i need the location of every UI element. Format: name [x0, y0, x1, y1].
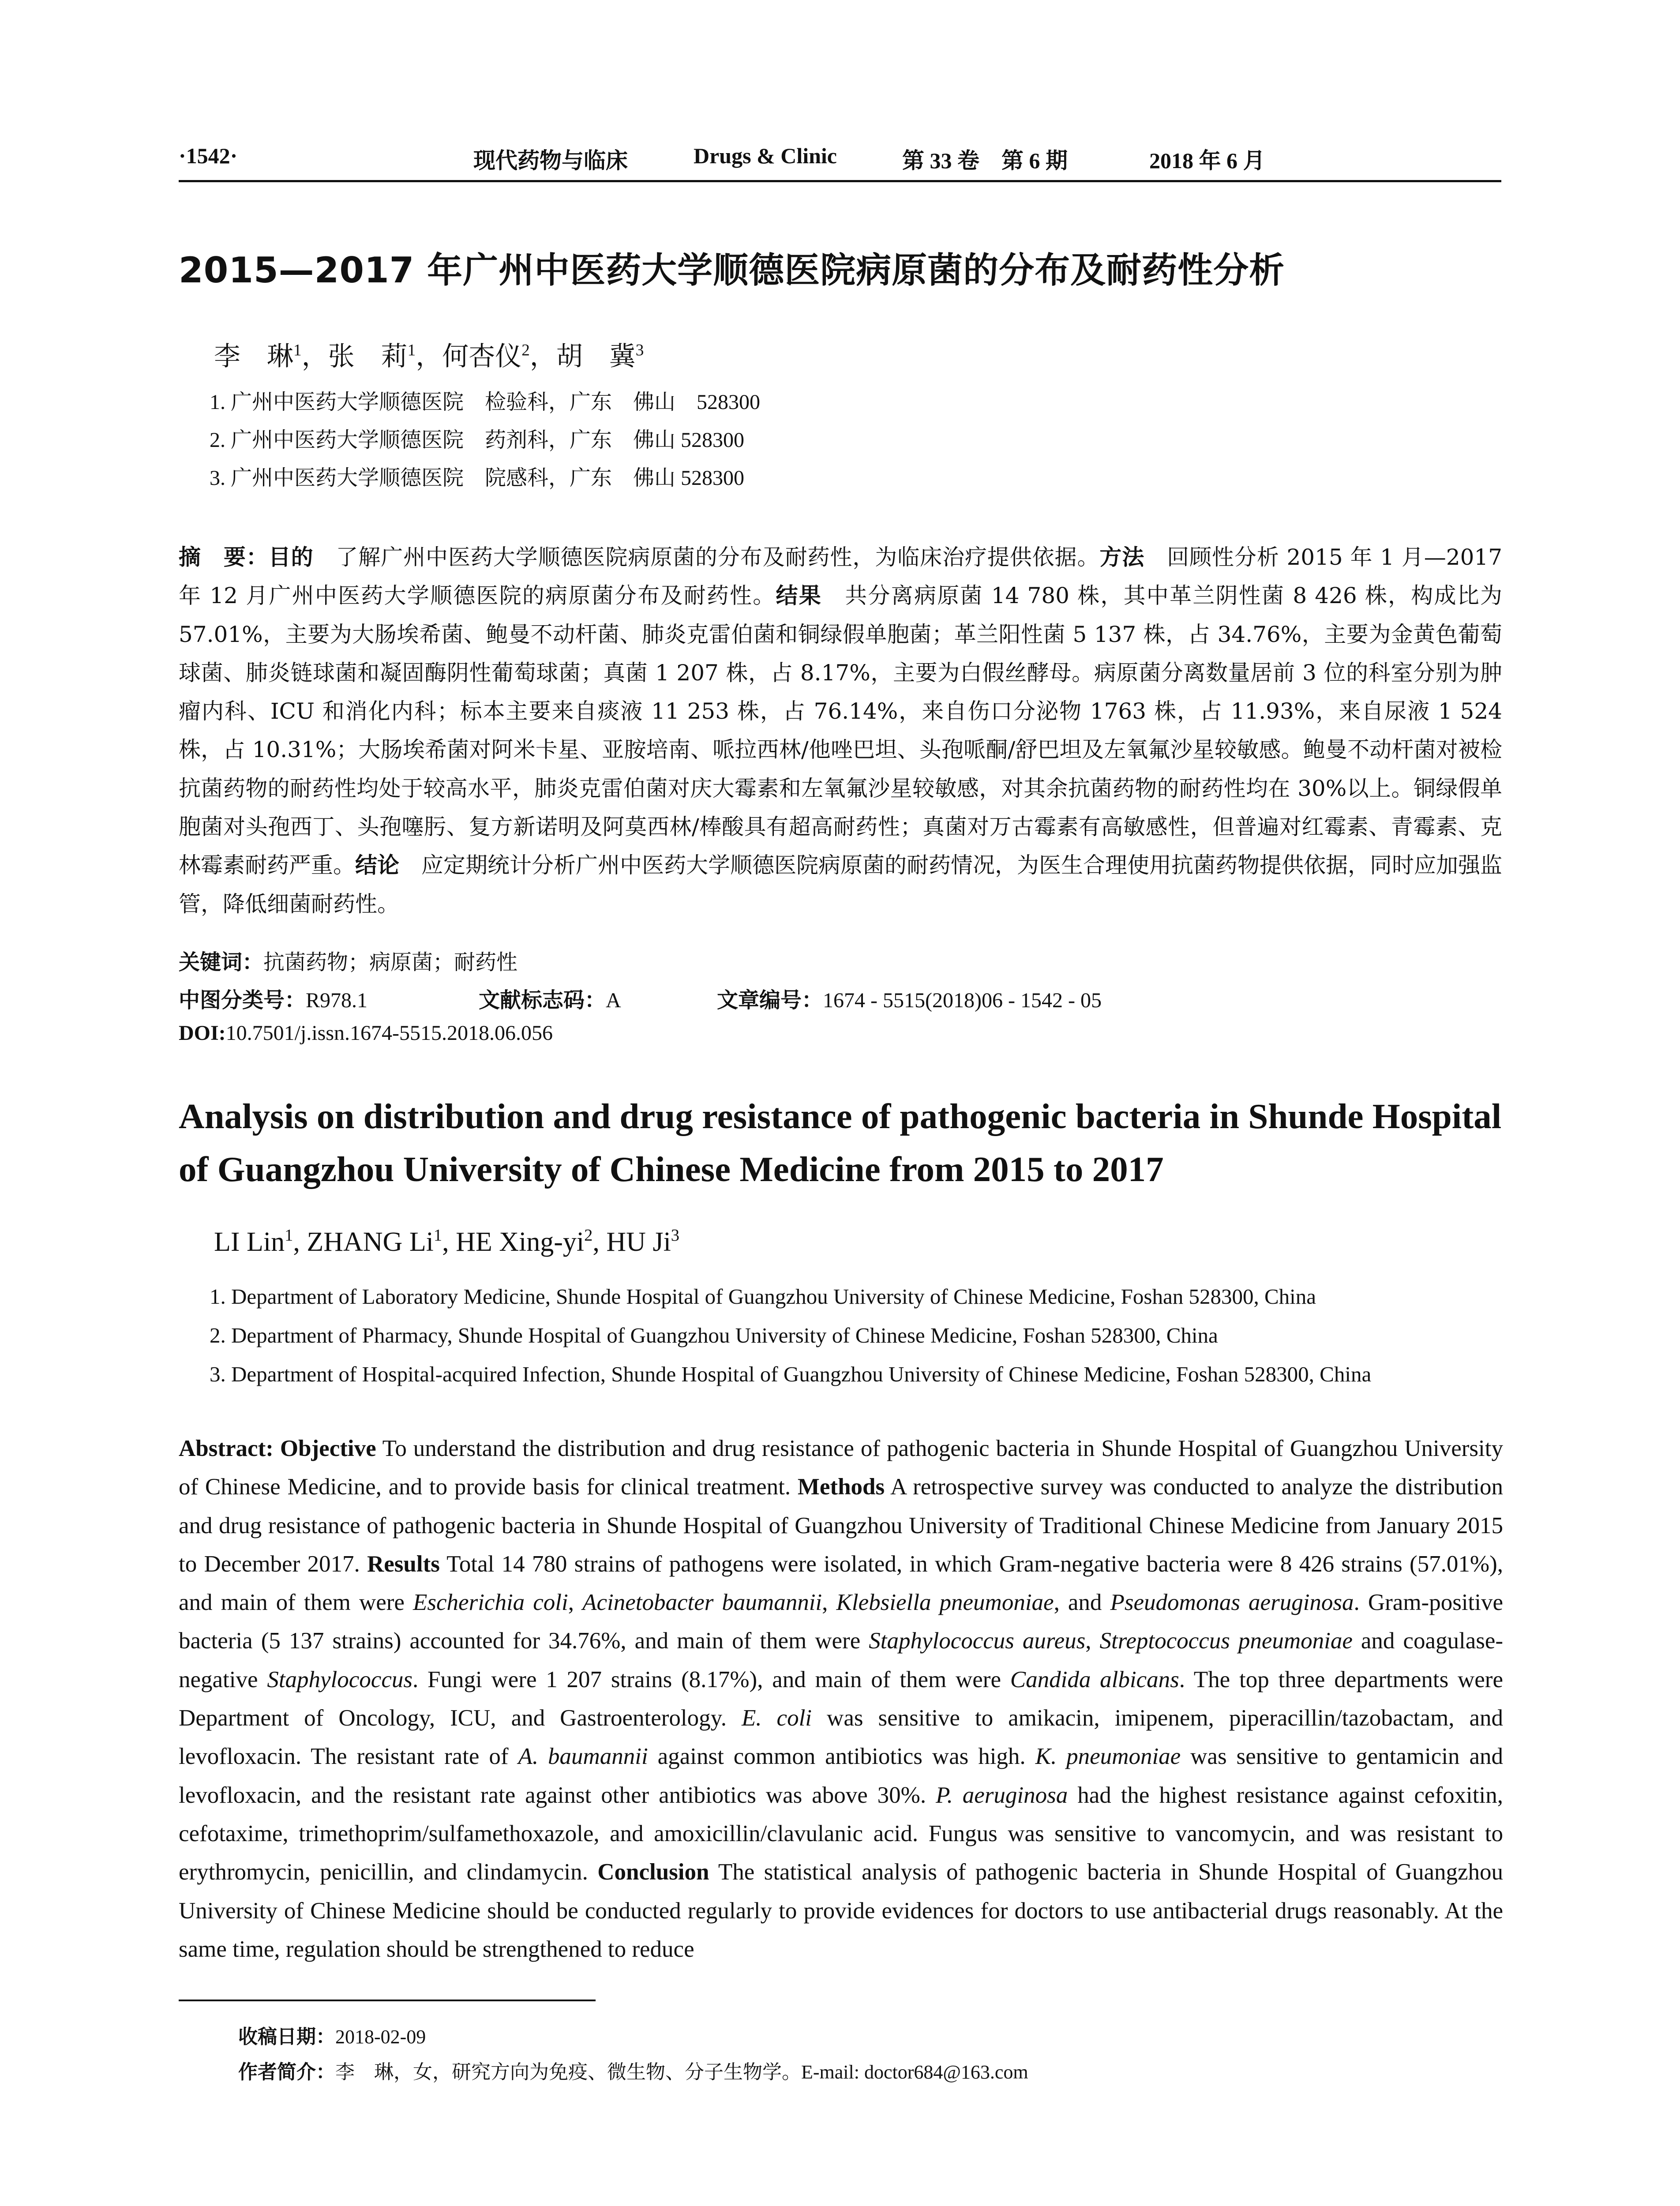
objective-text: To understand the distribution and drug resistance of pathogenic bacteria in Shunde Hospital of Guangzhou University of Chinese Medicine, and to provide basis for clinical treatment. — [179, 1436, 1503, 1500]
results-text: Total 14 780 strains of pathogens were isolated, in which Gram-negative bacteria were 8 426 strains (57.01%), and main of them were — [179, 1551, 1503, 1616]
text-run: had the highest resistance against cefoxitin, cefotaxime, trimethoprim/sulfamethoxazole, and amoxicillin/clavulanic acid. Fungus was sensitive to vancomycin, and was resistant to erythromycin, penicillin, and clindamycin. — [179, 1782, 1503, 1885]
author-name: 李 琳 — [214, 342, 293, 371]
text-run: was sensitive to amikacin, imipenem, piperacillin/tazobactam, and levofloxacin. The resistant rate of — [179, 1705, 1503, 1770]
species-name: Escherichia coli — [413, 1590, 568, 1616]
author-sup: 1 — [407, 341, 416, 360]
affiliation-cn-3: 3. 广州中医药大学顺德医院 院感科，广东 佛山 528300 — [210, 466, 745, 490]
text-run: . Gram-positive bacteria (5 137 strains) accounted for 34.76%, and main of them were — [179, 1590, 1504, 1654]
clc-code: R978.1 — [306, 989, 368, 1012]
volume-issue: 第 33 卷 第 6 期 — [902, 148, 1068, 173]
abstract-label: 摘 要： — [179, 544, 269, 570]
conclusion-label: Conclusion — [597, 1859, 709, 1885]
species-name: P. aeruginosa — [936, 1782, 1068, 1808]
keywords: 抗菌药物；病原菌；耐药性 — [263, 951, 518, 974]
conclusion-text: 应定期统计分析广州中医药大学顺德医院病原菌的耐药情况，为医生合理使用抗菌药物提供依据，同时应加强监管，降低细菌耐药性。 — [179, 852, 1502, 917]
author-bio: 李 琳，女，研究方向为免疫、微生物、分子生物学。E-mail: doctor684@163.com — [335, 2061, 1028, 2083]
species-name: Staphylococcus aureus — [869, 1628, 1086, 1654]
results-label: 结果 — [776, 583, 822, 609]
text-run: . Fungi were 1 207 strains (8.17%), and main of them were — [412, 1666, 1010, 1692]
abstract-en — [179, 1429, 1503, 1969]
affiliation-cn-2: 2. 广州中医药大学顺德医院 药剂科，广东 佛山 528300 — [210, 428, 745, 452]
abstract-cn — [179, 538, 1502, 923]
species-name: Klebsiella pneumoniae — [836, 1590, 1054, 1616]
title-cn: 2015—2017 年广州中医药大学顺德医院病原菌的分布及耐药性分析 — [179, 250, 1285, 291]
affiliation-en-2: 2. Department of Pharmacy, Shunde Hospital of Guangzhou University of Chinese Medicine, Foshan 528300, China — [210, 1323, 1218, 1347]
text-run: was sensitive to gentamicin and levofloxacin, and the resistant rate against other antibiotics was above 30%. — [179, 1744, 1503, 1808]
running-head — [179, 140, 1501, 182]
text-run: , — [568, 1590, 583, 1616]
affiliation-en-1: 1. Department of Laboratory Medicine, Shunde Hospital of Guangzhou University of Chinese Medicine, Foshan 528300, China — [210, 1284, 1316, 1309]
species-name: Staphylococcus — [267, 1666, 412, 1692]
author-sup: 3 — [635, 341, 644, 360]
article-no-label: 文章编号： — [717, 988, 823, 1013]
author-sup: 2 — [584, 1226, 593, 1245]
doi: 10.7501/j.issn.1674-5515.2018.06.056 — [225, 1021, 553, 1045]
author-name: 张 莉 — [328, 342, 408, 371]
text-run: and coagulase-negative — [179, 1628, 1504, 1692]
methods-text: 回顾性分析 2015 年 1 月—2017 年 12 月广州中医药大学顺德医院的病原菌分布及耐药性。 — [179, 544, 1503, 609]
author-name: ZHANG Li — [307, 1227, 434, 1257]
results-text: 共分离病原菌 14 780 株，其中革兰阴性菌 8 426 株，构成比为 57.01%，主要为大肠埃希菌、鲍曼不动杆菌、肺炎克雷伯菌和铜绿假单胞菌；革兰阳性菌 5 137 株，占 34.76%，主要为金黄色葡萄球菌、肺炎链球菌和凝固酶阴性葡萄球菌；真菌 1 207 株，占 8.17%，主要为白假丝酵母。病原菌分离数量居前 3 位的科室分别为肿瘤内科、ICU 和消化内科；标本主要来自痰液 11 253 株，占 76.14%，来自伤口分泌物 1763 株，占 11.93%，来自尿液 1 524 株，占 10.31%；大肠埃希菌对阿米卡星、亚胺培南、哌拉西林/他唑巴坦、头孢哌酮/舒巴坦及左氧氟沙星较敏感。鲍曼不动杆菌对被检抗菌药物的耐药性均处于较高水平，肺炎克雷伯菌对庆大霉素和左氧氟沙星较敏感，对其余抗菌药物的耐药性均在 30%以上。铜绿假单胞菌对头孢西丁、头孢噻肟、复方新诺明及阿莫西林/棒酸具有超高耐药性；真菌对万古霉素有高敏感性，但普遍对红霉素、青霉素、克林霉素耐药严重。 — [179, 583, 1503, 878]
doi-line — [179, 1021, 553, 1045]
affiliation-cn-1: 1. 广州中医药大学顺德医院 检验科，广东 佛山 528300 — [210, 390, 761, 414]
species-name: Pseudomonas aeruginosa — [1110, 1590, 1354, 1616]
objective-text: 了解广州中医药大学顺德医院病原菌的分布及耐药性，为临床治疗提供依据。 — [313, 544, 1100, 570]
article-number: 1674 - 5515(2018)06 - 1542 - 05 — [823, 989, 1102, 1012]
author-name: LI Lin — [214, 1227, 285, 1257]
title-en: Analysis on distribution and drug resistance of pathogenic bacteria in Shunde Hospital of Guangzhou University of Chinese Medicine from 2015 to 2017 — [179, 1096, 1502, 1189]
authors-cn: 李 琳$^1$，张 莉$^1$，何杏仪$^2$，胡 冀$^3$ — [214, 341, 644, 371]
species-name: Acinetobacter baumannii — [582, 1590, 822, 1616]
page-number: ·1542· — [179, 143, 238, 168]
keywords-label: 关键词： — [179, 950, 264, 975]
bio-label: 作者简介： — [238, 2061, 335, 2083]
received-label: 收稿日期： — [238, 2026, 335, 2048]
doi-label: DOI: — [179, 1021, 226, 1045]
received-date: 2018-02-09 — [335, 2026, 426, 2048]
text-run: , — [1085, 1628, 1100, 1654]
clc-label: 中图分类号： — [179, 988, 306, 1013]
received-date-note — [238, 2021, 426, 2049]
author-name: HU Ji — [606, 1227, 671, 1257]
species-name: K. pneumoniae — [1035, 1744, 1181, 1770]
species-name: Candida albicans — [1010, 1666, 1179, 1692]
doc-code-label: 文献标志码： — [479, 988, 606, 1013]
species-name: Streptococcus pneumoniae — [1099, 1628, 1353, 1654]
author-name: 何杏仪 — [442, 342, 522, 371]
objective-label: 目的 — [268, 544, 314, 570]
author-name: HE Xing-yi — [456, 1227, 585, 1257]
methods-label: Methods — [797, 1474, 885, 1500]
journal-name-cn: 现代药物与临床 — [473, 148, 628, 173]
issue-date: 2018 年 6 月 — [1149, 148, 1265, 173]
doc-code: A — [606, 989, 621, 1012]
species-name: A. baumannii — [518, 1744, 648, 1770]
author-sup: 1 — [433, 1226, 442, 1245]
author-bio-note — [238, 2056, 1028, 2084]
abstract-label: Abstract: Objective — [179, 1436, 376, 1461]
conclusion-label: 结论 — [355, 852, 399, 878]
author-sup: 3 — [671, 1226, 680, 1245]
conclusion-text: The statistical analysis of pathogenic bacteria in Shunde Hospital of Guangzhou University of Chinese Medicine should be conducted regularly to provide evidences for doctors to use antibacterial drugs reasonably. At the same time, regulation should be strengthened to reduce — [179, 1859, 1503, 1962]
text-run: , and — [1054, 1590, 1110, 1616]
author-sup: 2 — [521, 341, 530, 360]
results-label: Results — [367, 1551, 440, 1577]
journal-name-en: Drugs & Clinic — [694, 143, 837, 168]
keywords-line — [179, 945, 518, 975]
author-name: 胡 冀 — [556, 342, 636, 371]
author-sup: 1 — [285, 1226, 293, 1245]
text-run: . The top three departments were Department of Oncology, ICU, and Gastroenterology. — [179, 1666, 1503, 1731]
author-sup: 1 — [293, 341, 302, 360]
authors-en: LI Lin$^1$, ZHANG Li$^1$, HE Xing-$yi^2$, HU Ji$^3$ — [214, 1226, 680, 1257]
species-name: E. coli — [741, 1705, 812, 1731]
affiliation-en-3: 3. Department of Hospital-acquired Infection, Shunde Hospital of Guangzhou University of Chinese Medicine, Foshan 528300, China — [210, 1362, 1372, 1386]
methods-text: A retrospective survey was conducted to analyze the distribution and drug resistance of pathogenic bacteria in Shunde Hospital of Guangzhou University of Traditional Chinese Medicine from January 2015 to December 2017. — [179, 1474, 1503, 1577]
footnote-divider — [179, 2000, 596, 2001]
methods-label: 方法 — [1099, 544, 1145, 570]
text-run: , — [822, 1590, 836, 1616]
text-run: against common antibiotics was high. — [648, 1744, 1035, 1770]
